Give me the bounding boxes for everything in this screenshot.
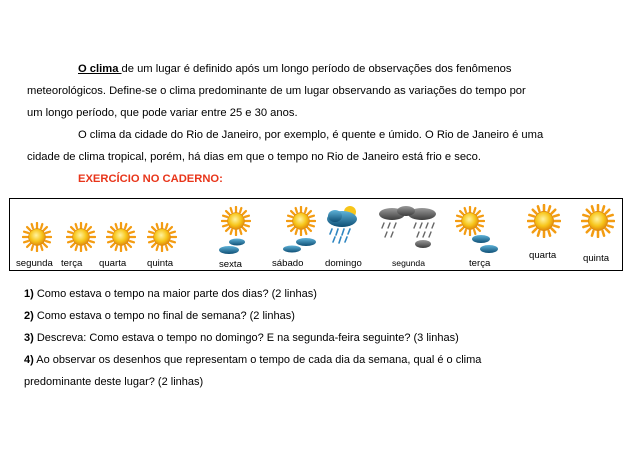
question-4-line-2: predominante deste lugar? (2 linhas) bbox=[24, 376, 204, 388]
exercise-heading: EXERCÍCIO NO CADERNO: bbox=[78, 173, 223, 185]
sun-icon bbox=[22, 222, 52, 252]
day-label-segunda-2: segunda bbox=[392, 258, 425, 268]
rio-line-1: O clima da cidade do Rio de Janeiro, por exemplo, é quente e úmido. O Rio de Janeiro é uma bbox=[78, 129, 544, 141]
day-label-terca: terça bbox=[61, 258, 83, 269]
rio-line-2: cidade de clima tropical, porém, há dias em que o tempo no Rio de Janeiro está frio e seco. bbox=[27, 151, 481, 163]
term-clima: O clima bbox=[78, 63, 122, 75]
sun-cloud-icon bbox=[451, 206, 501, 256]
day-label-domingo: domingo bbox=[325, 258, 362, 269]
question-4: 4) Ao observar os desenhos que representam o tempo de cada dia da semana, qual é o clima bbox=[24, 354, 482, 366]
day-label-quarta-2: quarta bbox=[529, 250, 557, 261]
question-1: 1) Como estava o tempo na maior parte dos dias? (2 linhas) bbox=[24, 288, 317, 300]
sun-icon bbox=[527, 204, 561, 238]
day-label-sexta: sexta bbox=[219, 259, 242, 270]
intro-line-1: O clima de um lugar é definido após um longo período de observações dos fenômenos bbox=[78, 63, 512, 75]
sun-icon bbox=[147, 222, 177, 252]
sun-icon bbox=[106, 222, 136, 252]
day-label-quinta: quinta bbox=[147, 258, 174, 269]
intro-line-3: um longo período, que pode variar entre 25 e 30 anos. bbox=[27, 107, 298, 119]
sun-icon bbox=[66, 222, 96, 252]
day-label-quinta-2: quinta bbox=[583, 253, 610, 264]
rain-cloud-icon bbox=[322, 204, 364, 246]
intro-line-2: meteorológicos. Define-se o clima predominante de um lugar observando as variações do tempo por bbox=[27, 85, 526, 97]
storm-cloud-icon bbox=[376, 204, 446, 252]
sun-icon bbox=[581, 204, 615, 238]
sun-cloud-icon bbox=[211, 206, 261, 256]
day-label-terca-2: terça bbox=[469, 258, 491, 269]
question-2: 2) Como estava o tempo no final de semana? (2 linhas) bbox=[24, 310, 295, 322]
question-3: 3) Descreva: Como estava o tempo no domingo? E na segunda-feira seguinte? (3 linhas) bbox=[24, 332, 459, 344]
day-label-quarta: quarta bbox=[99, 258, 127, 269]
day-label-sabado: sábado bbox=[272, 258, 304, 269]
day-label-segunda: segunda bbox=[16, 258, 53, 269]
